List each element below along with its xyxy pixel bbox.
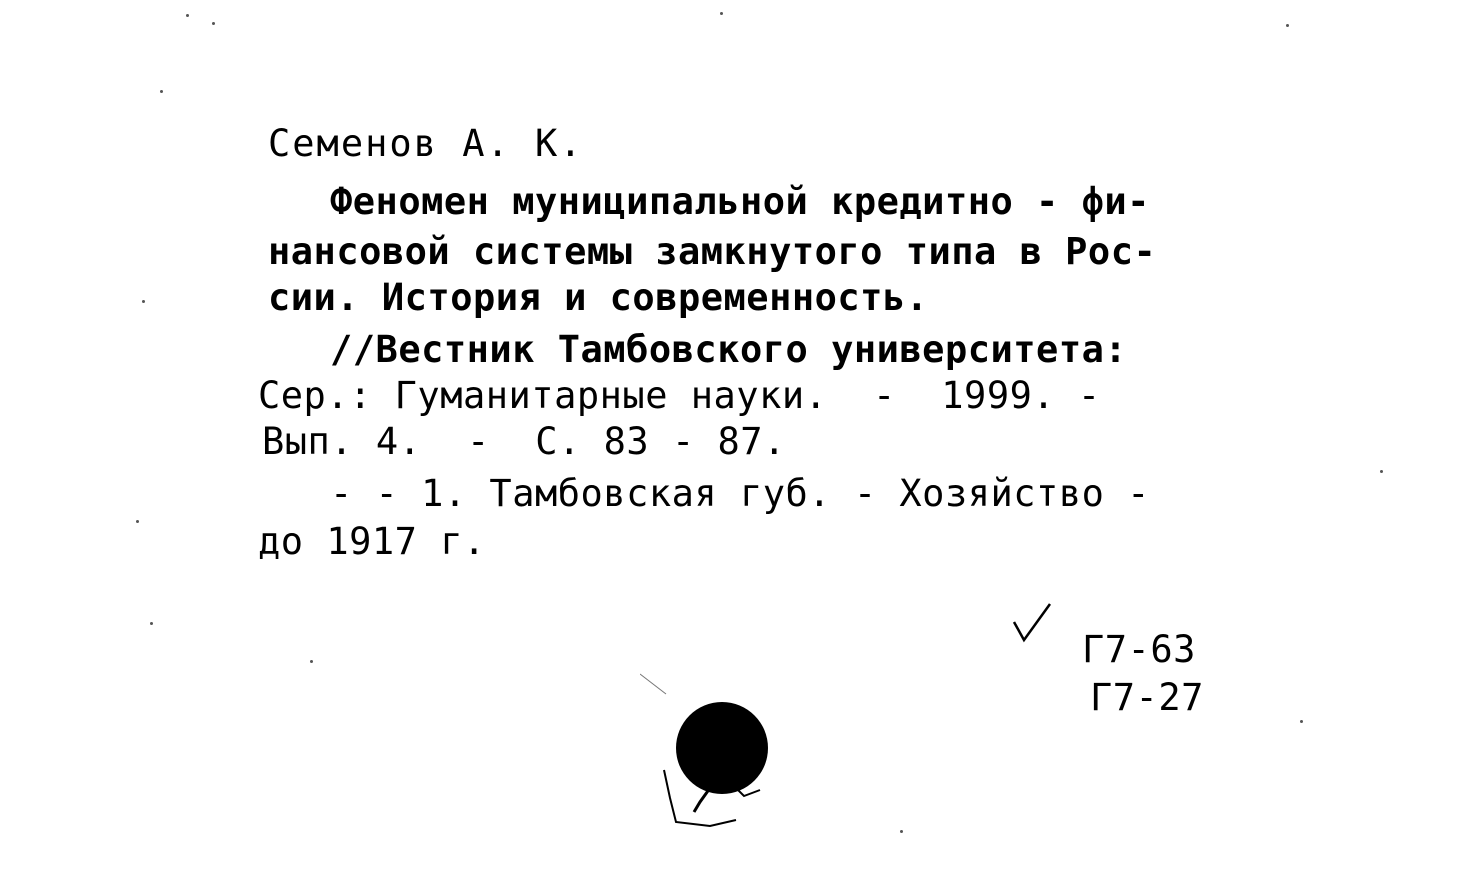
subject-heading-line: до 1917 г. [258, 520, 486, 563]
author: Семенов А. К. [268, 122, 584, 165]
classification-code: Г7-63 [1082, 628, 1196, 671]
source-line: Вып. 4. - С. 83 - 87. [262, 420, 786, 463]
subject-heading-line: - - 1. Тамбовская губ. - Хозяйство - [330, 472, 1150, 515]
source-line: //Вестник Тамбовского университета: [330, 328, 1128, 371]
source-line: Сер.: Гуманитарные науки. - 1999. - [258, 374, 1101, 417]
title-line: Феномен муниципальной кредитно - фи- [330, 180, 1150, 223]
classification-code: Г7-27 [1090, 676, 1204, 719]
punch-hole-icon [640, 670, 830, 840]
title-line: сии. История и современность. [268, 276, 929, 319]
title-line: нансовой системы замкнутого типа в Рос- [268, 230, 1157, 273]
checkmark-icon [1010, 600, 1056, 646]
